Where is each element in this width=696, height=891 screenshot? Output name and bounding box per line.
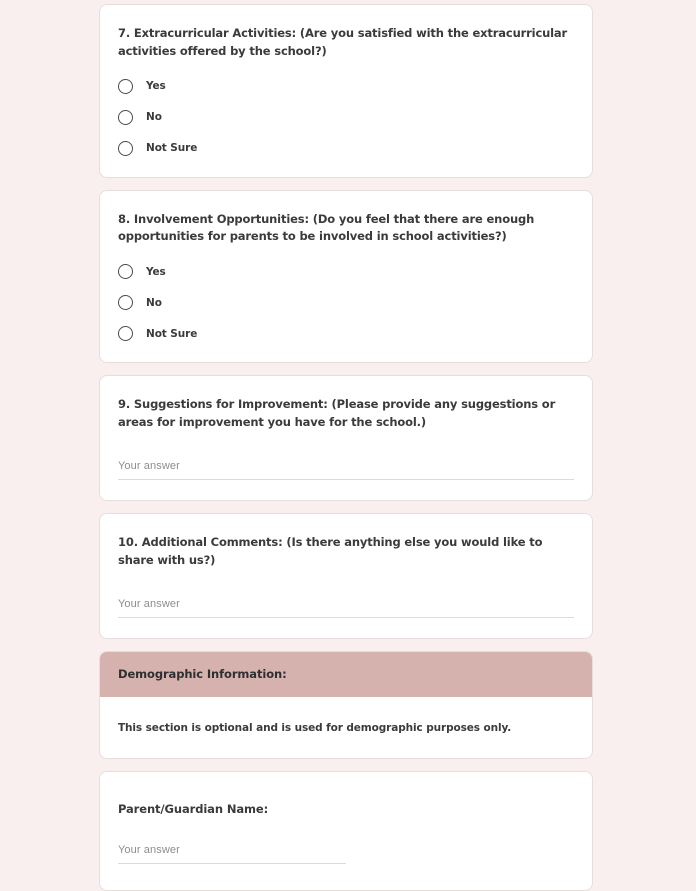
field-card-body bbox=[100, 772, 592, 890]
question-title-q10: 10. Additional Comments: (Is there anything else you would like to share with us?) bbox=[118, 534, 543, 567]
radio-option-label: No bbox=[146, 111, 162, 124]
radio-option-label: Yes bbox=[146, 80, 166, 93]
answer-input-q9[interactable] bbox=[118, 460, 574, 480]
radio-option-q7-not-sure[interactable] bbox=[118, 140, 575, 157]
answer-placeholder: Your answer bbox=[118, 459, 180, 472]
question-card-body bbox=[100, 5, 592, 177]
radio-option-label: No bbox=[146, 296, 162, 309]
demographic-section-card bbox=[99, 651, 593, 759]
radio-option-q7-no[interactable] bbox=[118, 109, 575, 126]
radio-circle-icon[interactable] bbox=[118, 141, 133, 156]
question-title-q7: 7. Extracurricular Activities: (Are you satisfied with the extracurricular activities offered by the school?) bbox=[118, 26, 568, 58]
question-card-q7 bbox=[99, 4, 593, 178]
question-card-body bbox=[100, 376, 592, 500]
radio-group-q8[interactable] bbox=[118, 263, 575, 342]
question-card-body bbox=[100, 514, 592, 638]
radio-circle-icon[interactable] bbox=[118, 79, 133, 94]
answer-field-wrapper-q9 bbox=[118, 460, 575, 480]
radio-option-label: Not Sure bbox=[146, 142, 198, 155]
radio-option-label: Yes bbox=[146, 265, 166, 278]
question-card-body bbox=[100, 191, 592, 363]
field-label-parent-guardian-name: Parent/Guardian Name: bbox=[118, 801, 269, 816]
radio-circle-icon[interactable] bbox=[118, 326, 133, 341]
demographic-section-note-text: This section is optional and is used for demographic purposes only. bbox=[118, 721, 512, 734]
answer-field-wrapper-parent-guardian-name bbox=[118, 844, 575, 864]
demographic-section-title: Demographic Information: bbox=[118, 666, 287, 681]
question-title-q8: 8. Involvement Opportunities: (Do you feel that there are enough opportunities for parents to be involved in school activities?) bbox=[118, 211, 535, 244]
answer-input-parent-guardian-name[interactable] bbox=[118, 844, 346, 864]
radio-option-q8-not-sure[interactable] bbox=[118, 325, 575, 342]
radio-circle-icon[interactable] bbox=[118, 110, 133, 125]
answer-input-q10[interactable] bbox=[118, 598, 574, 618]
answer-placeholder: Your answer bbox=[118, 843, 180, 856]
answer-field-wrapper-q10 bbox=[118, 598, 575, 618]
radio-option-q8-no[interactable] bbox=[118, 294, 575, 311]
question-card-q10 bbox=[99, 513, 593, 639]
demographic-section-body bbox=[100, 652, 592, 758]
answer-placeholder: Your answer bbox=[118, 597, 180, 610]
question-card-q9 bbox=[99, 375, 593, 501]
radio-option-q8-yes[interactable] bbox=[118, 263, 575, 280]
field-card-parent-guardian-name bbox=[99, 771, 593, 891]
radio-option-q7-yes[interactable] bbox=[118, 78, 575, 95]
radio-circle-icon[interactable] bbox=[118, 295, 133, 310]
radio-option-label: Not Sure bbox=[146, 327, 198, 340]
radio-group-q7[interactable] bbox=[118, 78, 575, 157]
question-card-q8 bbox=[99, 190, 593, 364]
radio-circle-icon[interactable] bbox=[118, 264, 133, 279]
demographic-section-header bbox=[100, 652, 592, 697]
question-title-q9: 9. Suggestions for Improvement: (Please provide any suggestions or areas for improvement you have for the school.) bbox=[118, 397, 556, 430]
demographic-section-note bbox=[100, 697, 592, 758]
